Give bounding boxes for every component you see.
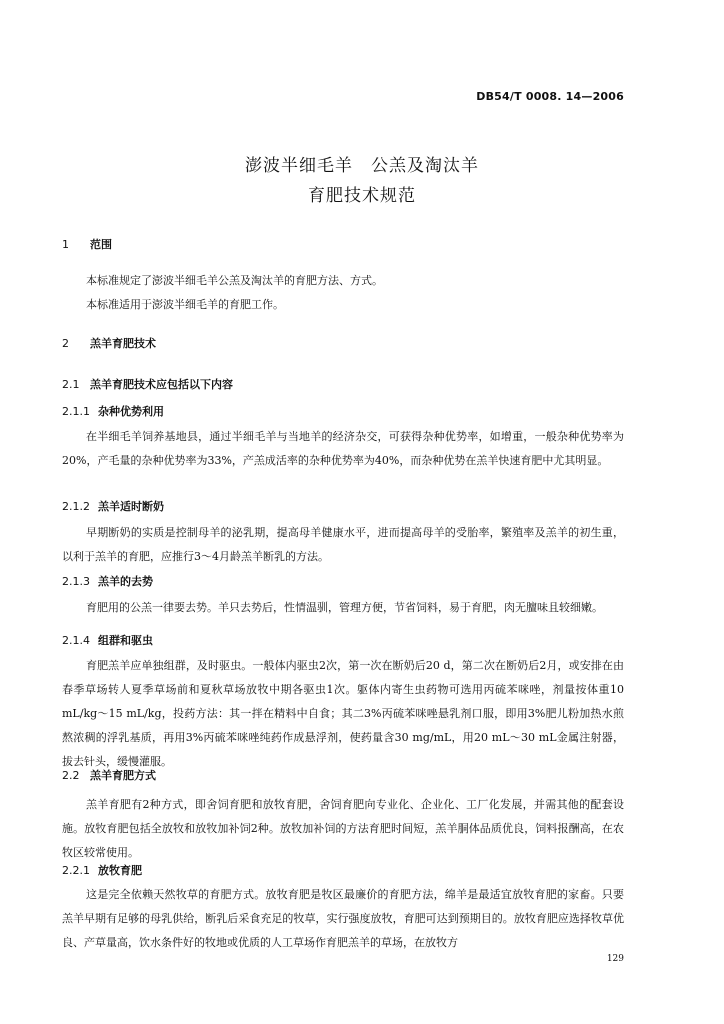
paragraph: 这是完全依赖天然牧草的育肥方式。放牧育肥是牧区最廉价的育肥方法，绵羊是最适宜放牧育肥的家畜。只要羔羊早期有足够的母乳供给，断乳后采食充足的牧草，实行强度放牧，育肥可达到预期目的。放牧育肥应选择牧草优良、产草量高，饮水条件好的牧地或优质的人工草场作育肥羔羊的草场，在放牧方 <box>62 888 624 949</box>
section-heading-2-1-1 <box>62 403 164 419</box>
paragraph: 羔羊育肥有2种方式，即舍饲育肥和放牧育肥，舍饲育肥向专业化、企业化、工厂化发展，并需其他的配套设施。放牧育肥包括全放牧和放牧加补饲2种。放牧加补饲的方法育肥时间短，羔羊胴体品质优良，饲料报酬高，在农牧区较常使用。 <box>62 798 624 859</box>
paragraph: 育肥羔羊应单独组群，及时驱虫。一般体内驱虫2次，第一次在断奶后20 d，第二次在断奶后2月，或安排在由春季草场转人夏季草场前和夏秋草场放牧中期各驱虫1次。躯体内寄生虫药物可选用丙硫苯咪唑，剂量按体重10 mL/kg～15 mL/kg，投药方法：其一拌在精料中自食；其二3%丙硫苯咪唑悬乳剂口服，即用3%肥儿粉加热水煎熬浓稠的浮乳基质，再用3%丙硫苯咪唑纯药作成悬浮剂，使药量含30 mg/mL，用20 mL～30 mL金属注射器，拔去针头，缓慢灌服。 <box>62 659 624 768</box>
paragraph: 在半细毛羊饲养基地县，通过半细毛羊与当地羊的经济杂交，可获得杂种优势率，如增重，一般杂种优势率为20%，产毛量的杂种优势率为33%，产羔成活率的杂种优势率为40%，而杂种优势在羔羊快速育肥中尤其明显。 <box>62 430 624 467</box>
section-number: 2.1 <box>62 378 80 391</box>
standard-code: DB54/T 0008. 14—2006 <box>476 90 624 103</box>
section-title: 杂种优势利用 <box>98 405 164 418</box>
section-title: 范围 <box>90 238 112 251</box>
section-number: 2.1.1 <box>62 405 90 418</box>
paragraph: 本标准规定了澎波半细毛羊公羔及淘汰羊的育肥方法、方式。 <box>86 274 383 287</box>
section-heading-2-1-4 <box>62 632 153 648</box>
section-number: 2.2 <box>62 769 80 782</box>
paragraph: 育肥用的公羔一律要去势。羊只去势后，性情温驯，管理方便，节省饲料，易于育肥，肉无膻味且较细嫩。 <box>86 601 603 614</box>
section-number: 2.1.2 <box>62 500 90 513</box>
section-heading-1 <box>62 236 112 252</box>
document-title-line-2: 育肥技术规范 <box>308 186 416 206</box>
section-number: 2.2.1 <box>62 864 90 877</box>
document-title-line-1: 澎波半细毛羊 公羔及淘汰羊 <box>245 156 479 176</box>
section-heading-2-1-3 <box>62 573 153 589</box>
section-title: 羔羊育肥技术 <box>90 337 156 350</box>
section-heading-2-1 <box>62 376 233 392</box>
section-heading-2-1-2 <box>62 498 164 514</box>
section-title: 组群和驱虫 <box>98 634 153 647</box>
page-number: 129 <box>606 954 624 964</box>
section-heading-2-2-1 <box>62 862 142 878</box>
section-title: 羔羊的去势 <box>98 575 153 588</box>
section-number: 2.1.3 <box>62 575 90 588</box>
section-heading-2 <box>62 335 156 351</box>
paragraph: 本标准适用于澎波半细毛羊的育肥工作。 <box>86 298 284 311</box>
section-heading-2-2 <box>62 767 156 783</box>
section-number: 2 <box>62 337 69 350</box>
paragraph: 早期断奶的实质是控制母羊的泌乳期，提高母羊健康水平，进而提高母羊的受胎率，繁殖率及羔羊的初生重，以利于羔羊的育肥，应推行3～4月龄羔羊断乳的方法。 <box>62 526 624 563</box>
section-title: 羔羊育肥方式 <box>90 769 156 782</box>
section-title: 羔羊适时断奶 <box>98 500 164 513</box>
section-number: 1 <box>62 238 69 251</box>
section-number: 2.1.4 <box>62 634 90 647</box>
section-title: 放牧育肥 <box>98 864 142 877</box>
section-title: 羔羊育肥技术应包括以下内容 <box>90 378 233 391</box>
